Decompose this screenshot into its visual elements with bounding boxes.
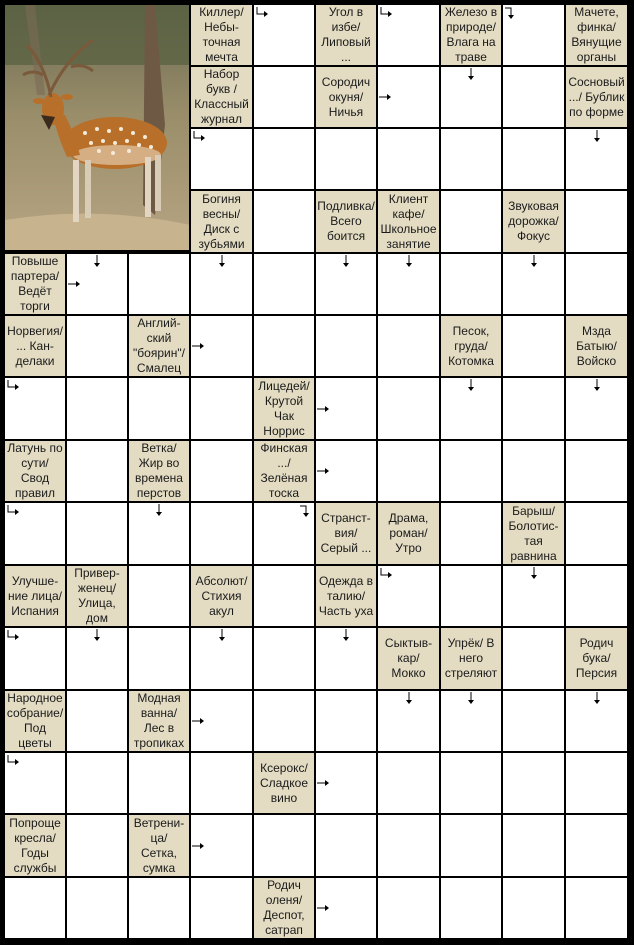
clue-cell	[440, 315, 502, 377]
answer-cell[interactable]	[190, 128, 253, 190]
clue-cell	[502, 190, 565, 253]
answer-cell[interactable]	[440, 253, 502, 315]
answer-cell[interactable]	[190, 440, 253, 502]
answer-cell[interactable]	[66, 752, 128, 814]
answer-cell[interactable]	[253, 690, 315, 752]
answer-cell[interactable]	[253, 315, 315, 377]
clue-text: Родич бука/ Персия	[575, 636, 618, 680]
answer-cell[interactable]	[128, 253, 190, 315]
clue-text: Мзда Батыю/ Войско	[576, 323, 617, 368]
clue-cell	[4, 814, 66, 877]
answer-cell[interactable]	[565, 440, 628, 502]
clue-text: Абсолют/ Стихия акул	[195, 573, 248, 618]
crossword-board	[4, 4, 630, 941]
answer-cell[interactable]	[377, 66, 440, 128]
clue-cell	[128, 814, 190, 877]
answer-cell[interactable]	[253, 66, 315, 128]
answer-cell[interactable]	[440, 66, 502, 128]
answer-cell[interactable]	[315, 377, 377, 440]
clue-cell	[565, 66, 628, 128]
answer-cell[interactable]	[440, 190, 502, 253]
clue-text: Привер- женец/ Улица, дом	[74, 566, 120, 625]
answer-cell[interactable]	[66, 502, 128, 565]
clue-text: Мачете, финка/ Вянущие органы	[571, 5, 622, 64]
answer-cell[interactable]	[502, 253, 565, 315]
clue-text: Упрёк/ В него стреляют	[444, 636, 498, 680]
clue-text: Звуковая дорожка/ Фокус	[508, 199, 559, 243]
answer-cell[interactable]	[253, 128, 315, 190]
answer-cell[interactable]	[128, 627, 190, 690]
answer-cell[interactable]	[190, 502, 253, 565]
answer-cell[interactable]	[565, 814, 628, 877]
answer-cell[interactable]	[253, 253, 315, 315]
clue-text: Англий- ский "боярин"/ Смалец	[133, 316, 185, 375]
answer-cell[interactable]	[377, 877, 440, 939]
clue-cell	[4, 690, 66, 752]
clue-cell	[440, 4, 502, 66]
answer-cell[interactable]	[502, 565, 565, 627]
answer-cell[interactable]	[440, 128, 502, 190]
clue-cell	[377, 502, 440, 565]
answer-cell[interactable]	[66, 877, 128, 939]
answer-cell[interactable]	[377, 315, 440, 377]
answer-cell[interactable]	[565, 253, 628, 315]
answer-cell[interactable]	[4, 627, 66, 690]
clue-text: Подливка/ Всего боится	[317, 199, 375, 243]
clue-cell	[377, 627, 440, 690]
answer-cell[interactable]	[253, 565, 315, 627]
clue-text: Одежда в талию/ Часть уха	[318, 573, 374, 618]
answer-cell[interactable]	[440, 440, 502, 502]
clue-text: Ветрени- ца/ Сетка, сумка	[133, 815, 185, 875]
clue-cell	[128, 315, 190, 377]
clue-text: Ксерокс/ Сладкое вино	[259, 760, 309, 805]
answer-cell[interactable]	[128, 565, 190, 627]
answer-cell[interactable]	[190, 690, 253, 752]
clue-text: Клиент кафе/ Школьное занятие	[380, 191, 437, 251]
answer-cell[interactable]	[565, 690, 628, 752]
answer-cell[interactable]	[377, 752, 440, 814]
answer-cell[interactable]	[190, 814, 253, 877]
answer-cell[interactable]	[565, 752, 628, 814]
answer-cell[interactable]	[565, 565, 628, 627]
answer-cell[interactable]	[4, 502, 66, 565]
clue-cell	[4, 253, 66, 315]
answer-cell[interactable]	[4, 877, 66, 939]
answer-cell[interactable]	[190, 377, 253, 440]
clue-cell	[315, 4, 377, 66]
clue-cell	[190, 565, 253, 627]
answer-cell[interactable]	[377, 690, 440, 752]
answer-cell[interactable]	[253, 627, 315, 690]
answer-cell[interactable]	[440, 377, 502, 440]
answer-cell[interactable]	[190, 315, 253, 377]
answer-cell[interactable]	[502, 377, 565, 440]
answer-cell[interactable]	[502, 440, 565, 502]
answer-cell[interactable]	[253, 502, 315, 565]
answer-cell[interactable]	[66, 814, 128, 877]
clue-text: Финская .../ Зелёная тоска	[260, 441, 308, 500]
answer-cell[interactable]	[315, 877, 377, 939]
answer-cell[interactable]	[502, 627, 565, 690]
answer-cell[interactable]	[502, 877, 565, 939]
answer-cell[interactable]	[502, 4, 565, 66]
clue-text: Латунь по сути/ Свод правил	[7, 441, 63, 500]
answer-cell[interactable]	[253, 4, 315, 66]
clue-cell	[377, 190, 440, 253]
clue-text: Странст- вия/ Серый ...	[320, 511, 372, 555]
answer-cell[interactable]	[190, 253, 253, 315]
answer-cell[interactable]	[315, 752, 377, 814]
answer-cell[interactable]	[440, 752, 502, 814]
clue-cell	[190, 66, 253, 128]
answer-cell[interactable]	[440, 690, 502, 752]
clue-text: Драма, роман/ Утро	[388, 511, 429, 555]
clue-cell	[565, 4, 628, 66]
clue-cell	[253, 377, 315, 440]
answer-cell[interactable]	[66, 627, 128, 690]
answer-cell[interactable]	[502, 315, 565, 377]
clue-text: Сородич окуня/ Ничья	[321, 74, 371, 119]
deer-photo	[4, 4, 190, 251]
answer-cell[interactable]	[440, 565, 502, 627]
clue-text: Барыш/ Болотис- тая равнина	[508, 503, 559, 563]
answer-cell[interactable]	[66, 690, 128, 752]
answer-cell[interactable]	[502, 66, 565, 128]
answer-cell[interactable]	[66, 377, 128, 440]
clue-cell	[4, 440, 66, 502]
clue-text: Лицедей/ Крутой Чак Норрис	[258, 378, 310, 438]
answer-cell[interactable]	[253, 814, 315, 877]
clue-text: Попроще кресла/ Годы службы	[9, 815, 61, 875]
answer-cell[interactable]	[377, 377, 440, 440]
answer-cell[interactable]	[128, 377, 190, 440]
clue-cell	[315, 190, 377, 253]
clue-cell	[315, 66, 377, 128]
answer-cell[interactable]	[66, 440, 128, 502]
clue-cell	[190, 190, 253, 253]
answer-cell[interactable]	[565, 502, 628, 565]
answer-cell[interactable]	[502, 814, 565, 877]
clue-cell	[315, 565, 377, 627]
answer-cell[interactable]	[315, 814, 377, 877]
answer-cell[interactable]	[253, 190, 315, 253]
clue-text: Народное собрание/ Под цветы	[6, 691, 64, 750]
answer-cell[interactable]	[377, 128, 440, 190]
answer-cell[interactable]	[440, 502, 502, 565]
answer-cell[interactable]	[502, 752, 565, 814]
answer-cell[interactable]	[315, 315, 377, 377]
answer-cell[interactable]	[315, 627, 377, 690]
clue-cell	[315, 502, 377, 565]
clue-text: Модная ванна/ Лес в тропиках	[133, 691, 185, 750]
answer-cell[interactable]	[190, 877, 253, 939]
answer-cell[interactable]	[565, 128, 628, 190]
answer-cell[interactable]	[315, 440, 377, 502]
answer-cell[interactable]	[565, 877, 628, 939]
answer-cell[interactable]	[565, 377, 628, 440]
answer-cell[interactable]	[315, 253, 377, 315]
clue-cell	[502, 502, 565, 565]
clue-cell	[190, 4, 253, 66]
clue-cell	[253, 440, 315, 502]
answer-cell[interactable]	[4, 752, 66, 814]
clue-text: Улучше- ние лица/ Испания	[8, 573, 62, 618]
clue-cell	[253, 877, 315, 939]
answer-cell[interactable]	[128, 502, 190, 565]
clue-text: Набор букв / Классный журнал	[194, 67, 249, 126]
clue-text: Сыктыв- кар/ Мокко	[384, 636, 433, 680]
answer-cell[interactable]	[565, 190, 628, 253]
clue-cell	[4, 565, 66, 627]
answer-cell[interactable]	[377, 253, 440, 315]
answer-cell[interactable]	[440, 814, 502, 877]
answer-cell[interactable]	[502, 128, 565, 190]
clue-text: Киллер/ Небы- точная мечта	[199, 5, 244, 64]
clue-text: Повыше партера/ Ведёт торги	[10, 254, 60, 313]
answer-cell[interactable]	[66, 315, 128, 377]
clue-cell	[4, 315, 66, 377]
answer-cell[interactable]	[190, 752, 253, 814]
answer-cell[interactable]	[128, 877, 190, 939]
clue-cell	[128, 690, 190, 752]
clue-cell	[253, 752, 315, 814]
clue-text: Богиня весны/ Диск с зубьями	[198, 191, 245, 251]
clue-text: Сосновый .../ Бублик по форме	[568, 74, 625, 119]
clue-cell	[66, 565, 128, 627]
answer-cell[interactable]	[4, 377, 66, 440]
answer-cell[interactable]	[377, 565, 440, 627]
clue-cell	[565, 627, 628, 690]
clue-text: Норвегия/ ... Кан- делаки	[7, 323, 63, 368]
answer-cell[interactable]	[315, 690, 377, 752]
answer-cell[interactable]	[128, 752, 190, 814]
clue-text: Железо в природе/ Влага на траве	[444, 5, 498, 64]
clue-text: Песок, груда/ Котомка	[448, 323, 494, 368]
answer-cell[interactable]	[377, 814, 440, 877]
clue-text: Родич оленя/ Деспот, сатрап	[263, 878, 305, 937]
clue-cell	[565, 315, 628, 377]
answer-cell[interactable]	[377, 440, 440, 502]
clue-cell	[440, 627, 502, 690]
clue-text: Ветка/ Жир во времена перстов	[135, 441, 183, 500]
answer-cell[interactable]	[315, 128, 377, 190]
answer-cell[interactable]	[190, 627, 253, 690]
clue-text: Угол в избе/ Липовый ...	[321, 5, 371, 64]
answer-cell[interactable]	[377, 4, 440, 66]
answer-cell[interactable]	[502, 690, 565, 752]
answer-cell[interactable]	[66, 253, 128, 315]
clue-cell	[128, 440, 190, 502]
answer-cell[interactable]	[440, 877, 502, 939]
